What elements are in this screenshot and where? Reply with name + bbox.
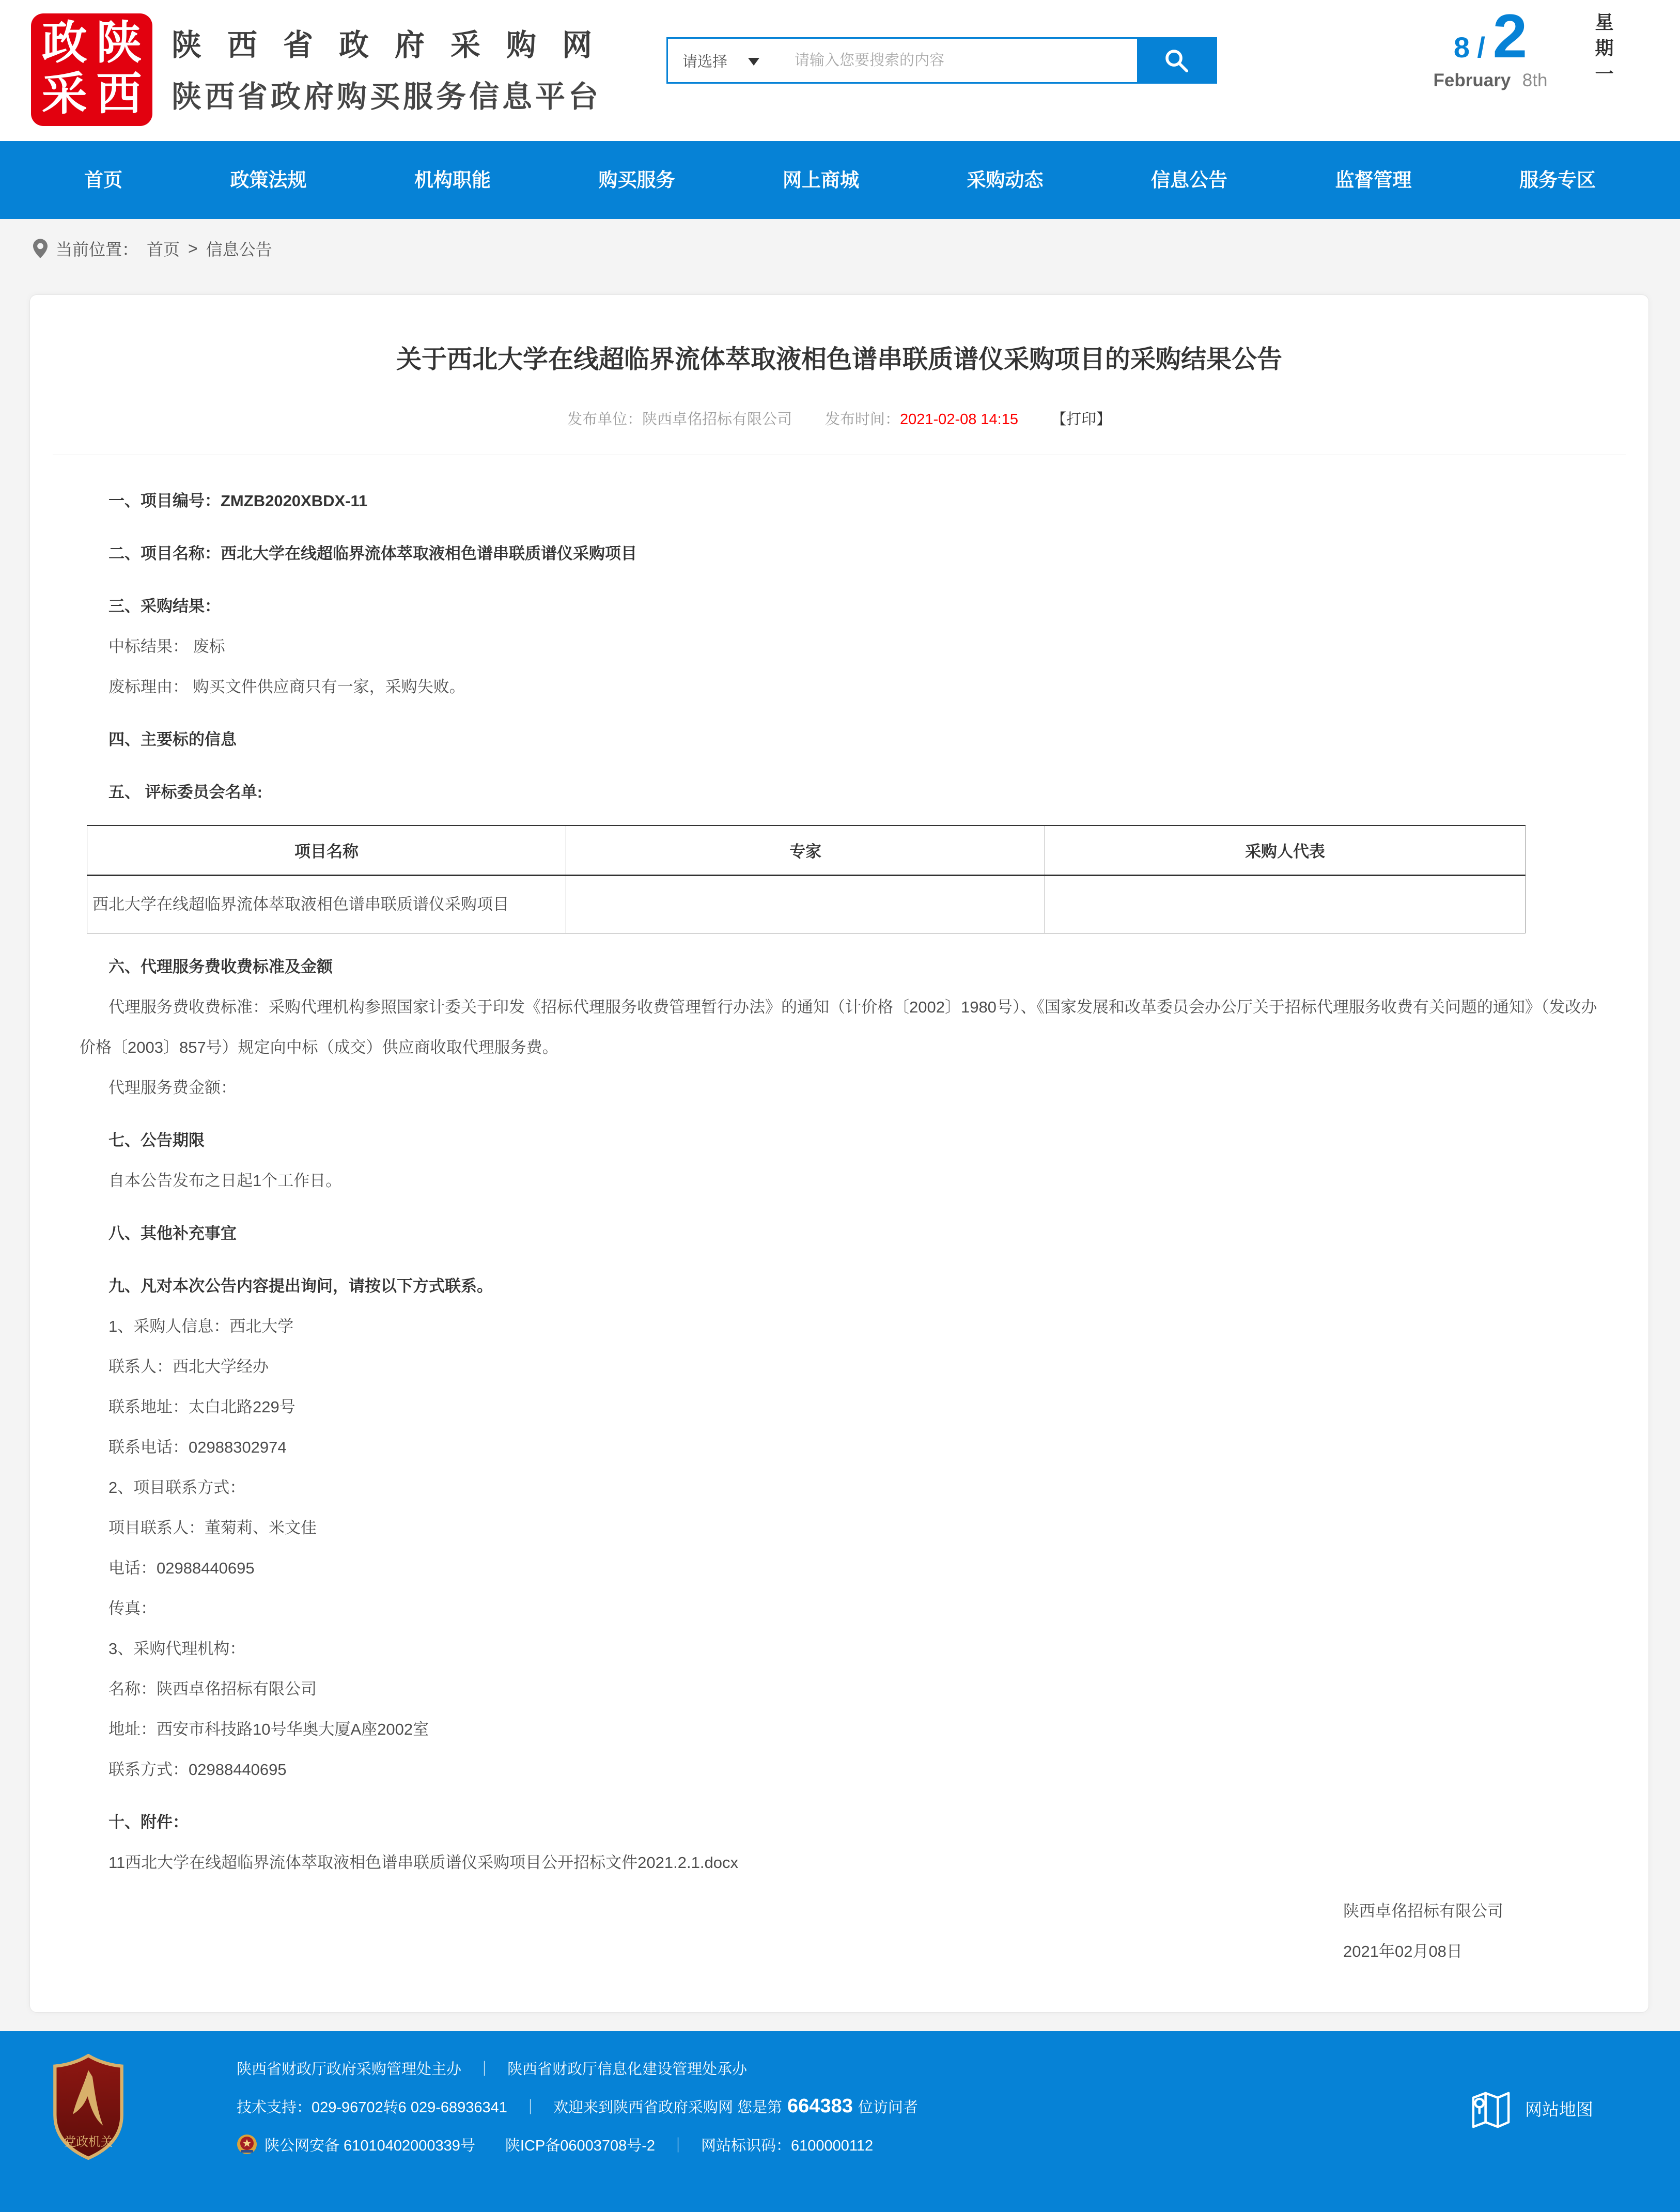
- date-weekday: 星期一: [1593, 12, 1614, 90]
- date-separator: /: [1477, 31, 1485, 64]
- breadcrumb-current: 信息公告: [206, 240, 272, 259]
- search-button[interactable]: [1137, 39, 1216, 82]
- nav-item-announcements[interactable]: 信息公告: [1151, 169, 1227, 191]
- date-day-ordinal: 8th: [1522, 70, 1548, 90]
- table-header-row: [87, 825, 1526, 875]
- page-title: 关于西北大学在线超临界流体萃取液相色谱串联质谱仪采购项目的采购结果公告: [396, 346, 1282, 373]
- search-bar: [666, 37, 1217, 84]
- page-header: [0, 0, 1680, 141]
- body-line: 电话：02988440695: [108, 1559, 255, 1577]
- announcement-card: [29, 294, 1649, 2013]
- sitemap-link[interactable]: [1466, 2084, 1593, 2133]
- date-display: [1413, 2, 1568, 91]
- breadcrumb-separator: >: [188, 239, 198, 258]
- footer-info: [237, 2049, 918, 2163]
- body-line: 联系地址：太白北路229号: [108, 1397, 295, 1416]
- site-identifier-code: 网站标识码：6100000112: [701, 2137, 874, 2154]
- date-month-number: 8: [1453, 31, 1470, 64]
- logo-char: 陕: [96, 19, 142, 69]
- breadcrumb: [33, 237, 1680, 260]
- site-title: 陕西省政府采购网: [172, 28, 618, 62]
- party-government-shield-icon: [52, 2054, 125, 2160]
- icp-record-number[interactable]: 陕ICP备06003708号-2: [505, 2137, 656, 2154]
- main-nav: [0, 141, 1680, 219]
- tech-support: 技术支持：029-96702转6 029-68936341: [237, 2099, 507, 2116]
- search-category-label: 请选择: [682, 53, 728, 70]
- nav-item-home[interactable]: 首页: [84, 169, 122, 191]
- section-heading: 三、采购结果：: [108, 597, 221, 615]
- nav-item-functions[interactable]: 机构职能: [414, 169, 491, 191]
- article-meta: [80, 408, 1599, 429]
- body-line: 代理服务费金额：: [108, 1078, 237, 1097]
- logo-char: 西: [96, 70, 142, 120]
- logo-char: 政: [41, 19, 87, 69]
- sitemap-map-icon: [1466, 2084, 1515, 2133]
- col-purchaser-rep: 采购人代表: [1045, 825, 1526, 875]
- breadcrumb-bar: [0, 219, 1680, 260]
- site-titles: [172, 21, 618, 116]
- section-heading: 六、代理服务费收费标准及金额: [108, 957, 333, 976]
- footer-separator: ｜: [522, 2099, 538, 2116]
- body-line: 2、项目联系方式：: [108, 1478, 246, 1497]
- sitemap-label: 网站地图: [1525, 2100, 1593, 2119]
- section-heading: 七、公告期限: [108, 1131, 205, 1149]
- section-heading: 十、附件：: [108, 1813, 189, 1831]
- body-line: 名称：陕西卓佲招标有限公司: [108, 1679, 317, 1698]
- nav-item-service-zone[interactable]: 服务专区: [1519, 169, 1596, 191]
- footer-line-1: 陕西省财政厅政府采购管理处主办 ｜ 陕西省财政厅信息化建设管理处承办: [237, 2049, 918, 2087]
- nav-item-online-mall[interactable]: 网上商城: [783, 169, 859, 191]
- body-line: 1、采购人信息：西北大学: [108, 1317, 294, 1335]
- print-button[interactable]: 【打印】: [1051, 411, 1112, 428]
- signature-date: 2021年02月08日: [1343, 1942, 1463, 1960]
- signature-block: [1343, 1891, 1599, 1972]
- signature-company: 陕西卓佲招标有限公司: [1343, 1902, 1503, 1920]
- search-category-select[interactable]: [668, 39, 789, 82]
- body-line: 地址：西安市科技路10号华奥大厦A座2002室: [108, 1720, 429, 1738]
- badge-label: 党政机关: [64, 2136, 113, 2149]
- body-line: 中标结果： 废标: [108, 637, 225, 656]
- location-pin-icon: [33, 239, 48, 258]
- body-line: 联系电话：02988302974: [108, 1438, 287, 1456]
- page-footer: [0, 2031, 1680, 2212]
- body-line: 传真：: [108, 1599, 157, 1617]
- section-heading: 五、 评标委员会名单:: [108, 783, 262, 801]
- nav-item-procurement-news[interactable]: 采购动态: [967, 169, 1044, 191]
- visitor-count: 664383: [787, 2095, 853, 2117]
- section-heading: 二、项目名称：西北大学在线超临界流体萃取液相色谱串联质谱仪采购项目: [108, 544, 637, 563]
- section-heading: 九、凡对本次公告内容提出询问，请按以下方式联系。: [108, 1276, 493, 1295]
- date-month-name: February: [1433, 70, 1511, 90]
- body-line: 联系人：西北大学经办: [108, 1357, 269, 1376]
- breadcrumb-label: 当前位置：: [56, 240, 139, 259]
- publish-time: 发布时间：2021-02-08 14:15: [825, 411, 1018, 428]
- section-heading: 一、项目编号：ZMZB2020XBDX-11: [108, 492, 368, 510]
- nav-item-supervision[interactable]: 监督管理: [1335, 169, 1412, 191]
- publisher: 发布单位：陕西卓佲招标有限公司: [567, 411, 792, 428]
- col-project-name: 项目名称: [87, 825, 566, 875]
- body-line: 废标理由： 购买文件供应商只有一家，采购失败。: [108, 678, 465, 696]
- nav-item-purchase-services[interactable]: 购买服务: [598, 169, 675, 191]
- table-row: [87, 875, 1526, 933]
- government-agency-badge: [52, 2054, 125, 2162]
- body-line: 项目联系人：董菊莉、米文佳: [108, 1518, 317, 1537]
- evaluation-committee-table: [87, 825, 1526, 933]
- police-record-number[interactable]: 陕公网安备 61010402000339号: [265, 2137, 475, 2154]
- cell-experts: [566, 875, 1045, 933]
- article-body: [80, 481, 1599, 1972]
- police-badge-icon: [237, 2134, 257, 2155]
- col-experts: 专家: [566, 825, 1045, 875]
- footer-line-2: 技术支持：029-96702转6 029-68936341 ｜ 欢迎来到陕西省政府采购网 您是第 664383 位访问者: [237, 2095, 918, 2117]
- footer-line-3: [237, 2125, 918, 2163]
- body-line: 自本公告发布之日起1个工作日。: [108, 1171, 342, 1190]
- footer-separator: ｜: [671, 2137, 686, 2154]
- attachment-link[interactable]: 11西北大学在线超临界流体萃取液相色谱串联质谱仪采购项目公开招标文件2021.2.1.docx: [108, 1853, 738, 1872]
- body-line: 代理服务费收费标准：采购代理机构参照国家计委关于印发《招标代理服务收费管理暂行办法》的通知（计价格〔2002〕1980号）、《国家发展和改革委员会办公厅关于招标代理服务收费有关问题的通知》（发改办价格〔2003〕857号）规定向中标（成交）供应商收取代理服务费。: [80, 998, 1597, 1056]
- section-heading: 四、主要标的信息: [108, 730, 237, 749]
- footer-separator: ｜: [477, 2061, 492, 2078]
- section-heading: 八、其他补充事宜: [108, 1224, 237, 1242]
- publish-time-value: 2021-02-08 14:15: [900, 411, 1018, 428]
- cell-project-name: 西北大学在线超临界流体萃取液相色谱串联质谱仪采购项目: [87, 875, 566, 933]
- cell-purchaser-rep: [1045, 875, 1526, 933]
- logo-char: 采: [41, 70, 87, 120]
- nav-item-policies[interactable]: 政策法规: [230, 169, 307, 191]
- site-logo[interactable]: [31, 13, 152, 126]
- site-subtitle: 陕西省政府购买服务信息平台: [172, 80, 602, 114]
- search-icon: [1162, 46, 1190, 74]
- body-line: 联系方式：02988440695: [108, 1760, 287, 1779]
- search-input[interactable]: [789, 39, 1137, 82]
- breadcrumb-home-link[interactable]: 首页: [147, 240, 180, 259]
- chevron-down-icon: [748, 58, 759, 66]
- body-line: 3、采购代理机构：: [108, 1639, 246, 1658]
- date-day-number: 2: [1492, 2, 1528, 71]
